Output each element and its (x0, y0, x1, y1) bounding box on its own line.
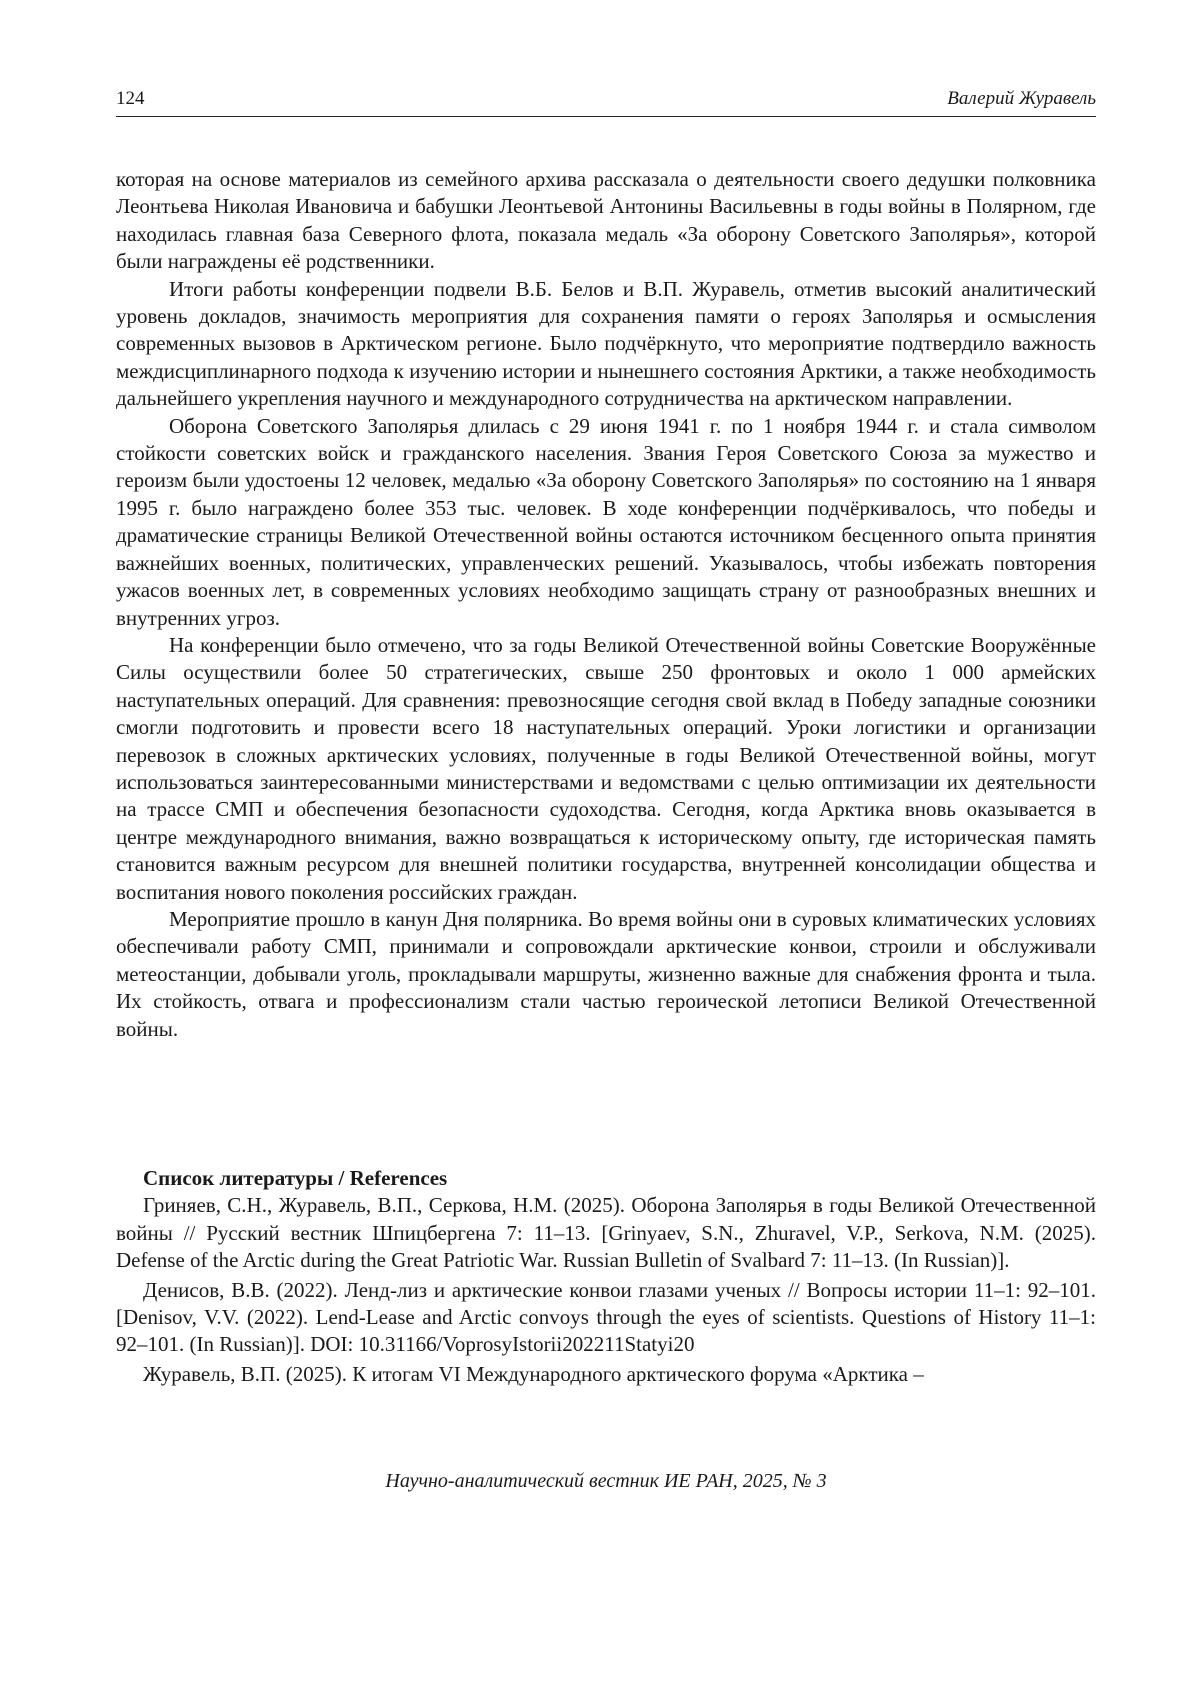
reference-item-zhuravel: Журавель, В.П. (2025). К итогам VI Международного арктического форума «Арктика – (143, 1361, 924, 1386)
article-body (116, 166, 1096, 1043)
body-paragraph-3: Оборона Советского Заполярья длилась с 29 июня 1941 г. по 1 ноября 1944 г. и стала символом стойкости советских войск и гражданского населения. Звания Героя Советского Союза за мужество и героизм были удостоены 12 человек, медалью «За оборону Советского Заполярья» по состоянию на 1 января 1995 г. было награждено более 353 тыс. человек. В ходе конференции подчёркивалось, что победы и драматические страницы Великой Отечественной войны остаются источником бесценного опыта принятия важнейших военных, политических, управленческих решений. Указывалось, чтобы избежать повторения ужасов военных лет, в современных условиях необходимо защищать страну от разнообразных внешних и внутренних угроз. (116, 413, 1096, 630)
body-paragraph-5: Мероприятие прошло в канун Дня полярника. Во время войны они в суровых климатических условиях обеспечивали работу СМП, принимали и сопровождали арктические конвои, строили и обслуживали метеостанции, добывали уголь, прокладывали маршруты, жизненно важные для снабжения фронта и тыла. Их стойкость, отвага и профессионализм стали частью героической летописи Великой Отечественной войны. (116, 906, 1096, 1041)
reference-item-denisov: Денисов, В.В. (2022). Ленд-лиз и арктические конвои глазами ученых // Вопросы истории 11–1: 92–101. [Denisov, V.V. (2022). Lend-Lease and Arctic convoys through the eyes of scientists. Questions of History 11–1: 92–101. (In Russian)]. DOI: 10.31166/VoprosyIstorii202211Statyi20 (116, 1277, 1096, 1357)
references-section (116, 1165, 1096, 1390)
running-head (116, 86, 1096, 117)
body-paragraph-4: На конференции было отмечено, что за годы Великой Отечественной войны Советские Вооружённые Силы осуществили более 50 стратегических, свыше 250 фронтовых и около 1 000 армейских наступательных операций. Для сравнения: превозносящие сегодня свой вклад в Победу западные союзники смогли подготовить и провести всего 18 наступательных операций. Уроки логистики и организации перевозок в сложных арктических условиях, полученные в годы Великой Отечественной войны, могут использоваться заинтересованными министерствами и ведомствами с целью оптимизации их деятельности на трассе СМП и обеспечения безопасности судоходства. Сегодня, когда Арктика вновь оказывается в центре международного внимания, важно возвращаться к историческому опыту, где историческая память становится важным ресурсом для внешней политики государства, внутренней консолидации общества и воспитания нового поколения российских граждан. (116, 632, 1096, 904)
references-heading: Список литературы / References (143, 1166, 448, 1190)
running-head-author: Валерий Журавель (947, 88, 1096, 109)
page-number: 124 (116, 88, 145, 109)
body-paragraph-2: Итоги работы конференции подвели В.Б. Белов и В.П. Журавель, отметив высокий аналитический уровень докладов, значимость мероприятия для сохранения памяти о героях Заполярья и осмысления современных вызовов в Арктическом регионе. Было подчёркнуто, что мероприятие подтвердило важность междисциплинарного подхода к изучению истории и нынешнего состояния Арктики, а также необходимость дальнейшего укрепления научного и международного сотрудничества на арктическом направлении. (116, 276, 1096, 411)
reference-item-grinyaev: Гриняев, С.Н., Журавель, В.П., Серкова, Н.М. (2025). Оборона Заполярья в годы Великой Отечественной войны // Русский вестник Шпицбергена 7: 11–13. [Grinyaev, S.N., Zhuravel, V.P., Serkova, N.M. (2025). Defense of the Arctic during the Great Patriotic War. Russian Bulletin of Svalbard 7: 11–13. (In Russian)]. (116, 1193, 1096, 1273)
reference-list (116, 1192, 1096, 1388)
journal-footer: Научно-аналитический вестник ИЕ РАН, 2025, № 3 (385, 1470, 827, 1492)
body-paragraph-1: которая на основе материалов из семейного архива рассказала о деятельности своего дедушки полковника Леонтьева Николая Ивановича и бабушки Леонтьевой Антонины Васильевны в годы войны в Полярном, где находилась главная база Северного флота, показала медаль «За оборону Советского Заполярья», которой были награждены её родственники. (116, 167, 1096, 274)
journal-page (116, 0, 1096, 1698)
